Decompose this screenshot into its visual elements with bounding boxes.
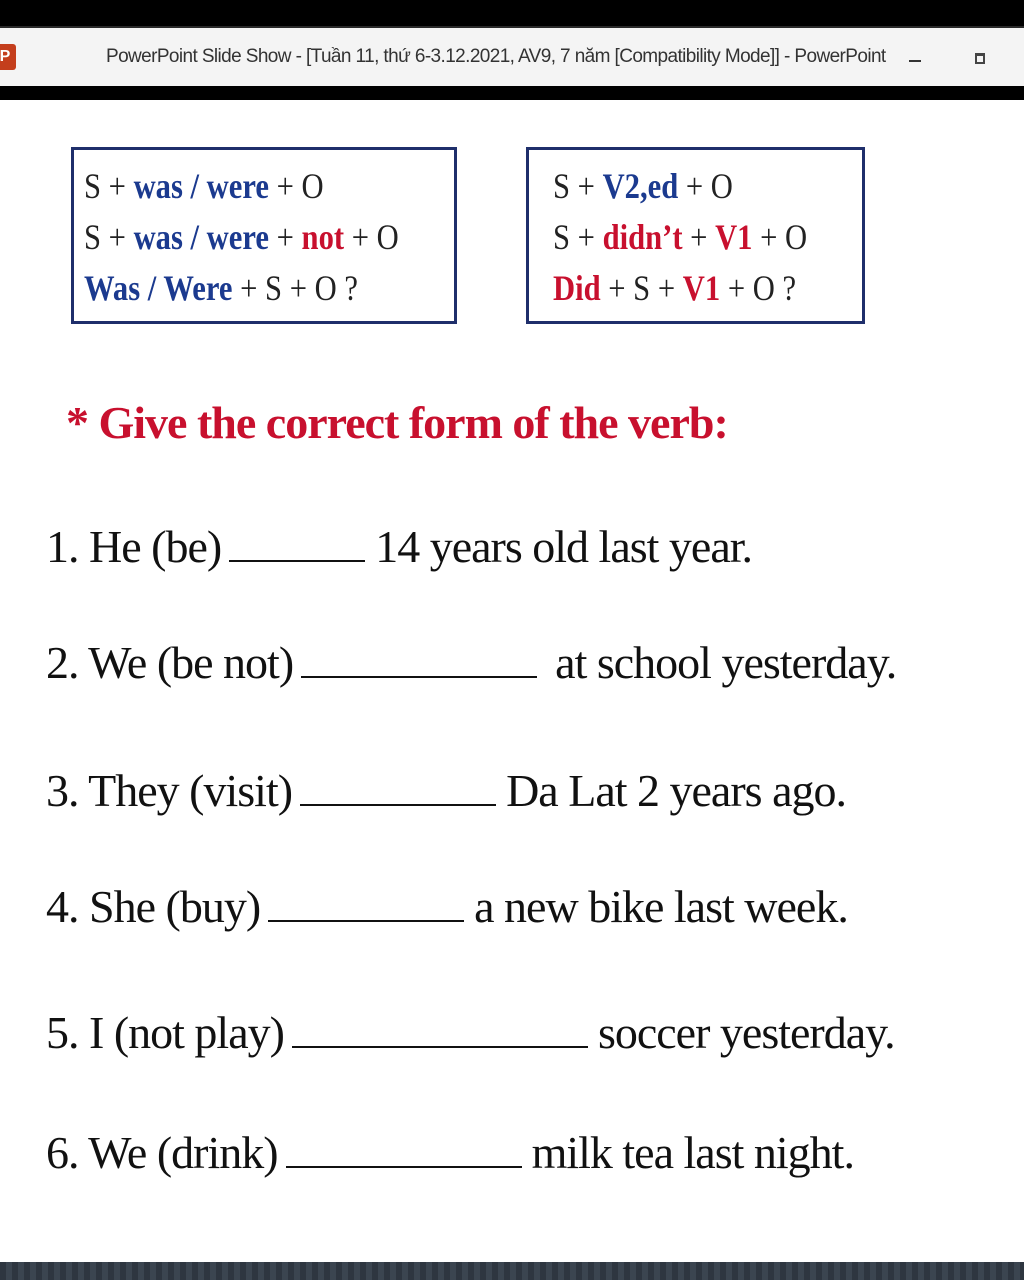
formula-part: + (682, 217, 716, 257)
exercise-item-6 (46, 1127, 854, 1178)
to-be-formula-box (71, 147, 457, 324)
exercise-prompt: 1. He (be) (46, 521, 222, 572)
answer-blank (301, 646, 537, 678)
exercise-rest: Da Lat 2 years ago. (506, 765, 846, 816)
formula-verb: Was / Were (84, 268, 233, 308)
answer-blank (286, 1136, 522, 1168)
formula-verb: V1 (682, 268, 721, 308)
exercise-rest: soccer yesterday. (597, 1007, 895, 1058)
past-simple-negative (553, 219, 807, 255)
answer-blank (268, 890, 464, 922)
maximize-icon (975, 53, 985, 64)
exercise-rest: milk tea last night. (531, 1127, 854, 1178)
exercise-prompt: 2. We (be not) (46, 637, 294, 688)
exercise-item-1 (46, 521, 753, 572)
exercise-prompt: 3. They (visit) (46, 765, 293, 816)
answer-blank (229, 530, 365, 562)
past-simple-question (553, 270, 796, 306)
exercise-prompt: 4. She (buy) (46, 881, 261, 932)
formula-verb: was / were (133, 166, 269, 206)
exercise-item-4 (46, 881, 848, 932)
formula-part: + O (752, 217, 808, 257)
exercise-rest: 14 years old last year. (375, 521, 753, 572)
formula-part: S + (84, 217, 134, 257)
formula-part: + O (678, 166, 733, 206)
exercise-item-5 (46, 1007, 895, 1058)
answer-blank (292, 1016, 588, 1048)
slide (0, 100, 1024, 1262)
formula-not: not (301, 217, 345, 257)
exercise-prompt: 6. We (drink) (46, 1127, 278, 1178)
bottom-bezel (0, 1262, 1024, 1280)
top-bezel (0, 0, 1024, 26)
formula-part: + (268, 217, 302, 257)
formula-part: S + (553, 217, 603, 257)
formula-did: Did (553, 268, 601, 308)
exercise-item-2 (46, 637, 897, 688)
minimize-icon (909, 60, 921, 62)
formula-part: + S + (600, 268, 683, 308)
to-be-negative (84, 219, 399, 255)
past-simple-formula-box (526, 147, 865, 324)
exercise-item-3 (46, 765, 846, 816)
formula-part: S + (84, 166, 134, 206)
minimize-button[interactable] (900, 44, 930, 72)
title-bar (0, 26, 1024, 88)
to-be-question (84, 270, 358, 306)
to-be-affirmative (84, 168, 324, 204)
exercise-rest: a new bike last week. (474, 881, 848, 932)
formula-part: + O (268, 166, 324, 206)
answer-blank (300, 774, 496, 806)
formula-part: + O ? (720, 268, 797, 308)
powerpoint-icon[interactable]: P (0, 44, 16, 70)
exercise-heading: * Give the correct form of the verb: (66, 397, 728, 448)
formula-didnt: didn’t (602, 217, 683, 257)
formula-verb: was / were (133, 217, 269, 257)
exercise-prompt: 5. I (not play) (46, 1007, 284, 1058)
formula-verb: V2,ed (602, 166, 679, 206)
past-simple-affirmative (553, 168, 733, 204)
formula-part: + O (344, 217, 399, 257)
window-title: PowerPoint Slide Show - [Tuần 11, thứ 6-3.12.2021, AV9, 7 năm [Compatibility Mode]] - PowerPoint (106, 46, 886, 67)
exercise-rest: at school yesterday. (555, 637, 897, 688)
formula-part: + S + O ? (232, 268, 358, 308)
title-underbar (0, 86, 1024, 100)
maximize-button[interactable] (965, 44, 995, 72)
formula-part: S + (553, 166, 603, 206)
formula-verb: V1 (715, 217, 753, 257)
